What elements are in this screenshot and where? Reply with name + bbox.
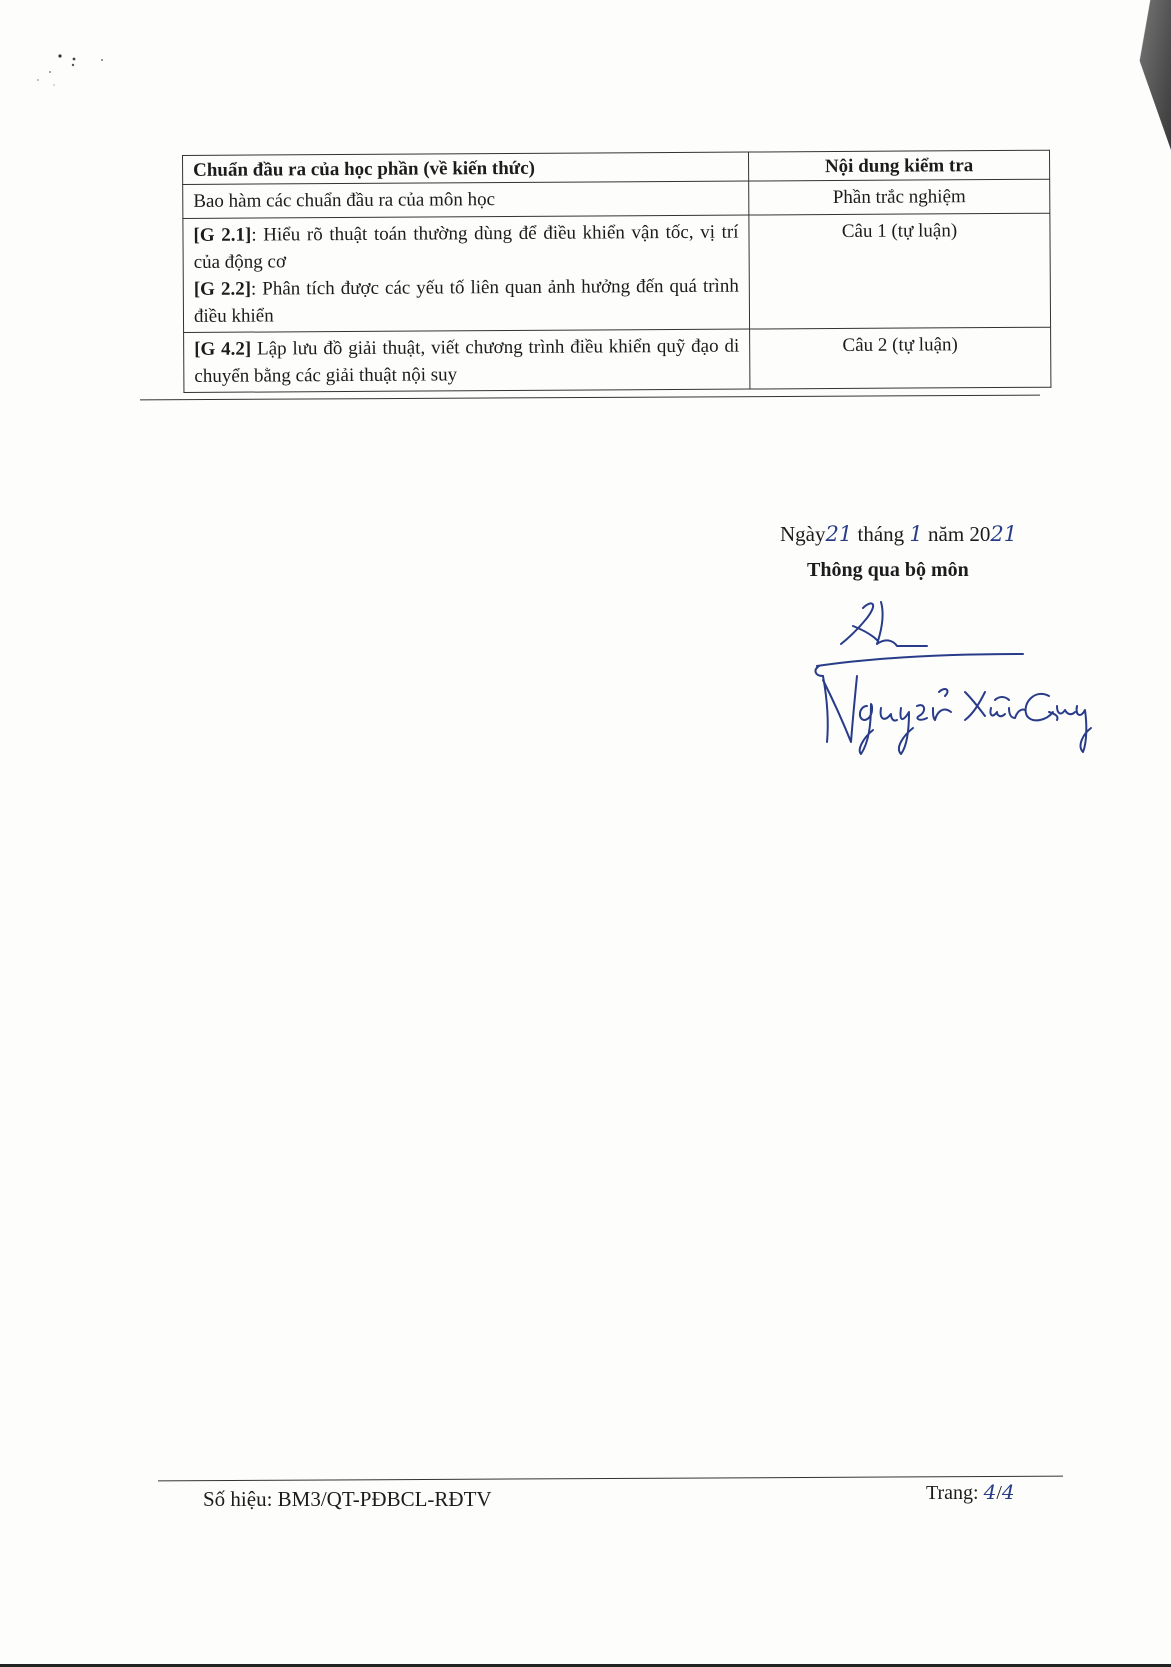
footer-doc-code: Số hiệu: BM3/QT-PĐBCL-RĐTV [203,1487,492,1511]
approval-label: Thông qua bộ môn [807,559,969,581]
footer-page: Trang: 4/4 [926,1480,1015,1504]
date-prefix: Ngày [780,522,826,546]
page-total: 4 [1001,1480,1015,1504]
outcome-tag: [G 2.1] [193,224,252,246]
outcome-cell [184,329,750,392]
content-cell: Câu 1 (tự luận) [749,213,1051,329]
outcome-text: Lập lưu đồ giải thuật, viết chương trình điều khiển quỹ đạo di chuyển bằng các giải thuật nội suy [194,335,740,387]
outcomes-table [182,150,1051,393]
table-row [183,179,1050,218]
outcome-text: : Phân tích được các yếu tố liên quan ảnh hưởng đến quá trình điều khiển [193,275,739,327]
page-current: 4 [983,1480,997,1504]
date-line [780,522,1017,547]
header-content: Nội dung kiểm tra [748,150,1049,181]
outcome-cell [183,215,750,332]
date-day: 21 [825,522,853,546]
scan-specks [30,50,120,100]
date-month: 1 [909,522,923,546]
header-outcome: Chuẩn đầu ra của học phần (về kiến thức) [183,152,749,184]
scan-corner-shadow [1111,0,1171,150]
outcome-tag: [G 4.2] [194,338,252,360]
outcome-cell: Bao hàm các chuẩn đầu ra của môn học [183,181,749,218]
table-underline [140,395,1040,401]
table-row [183,213,1051,332]
date-year-label: năm 20 [922,522,991,546]
date-year-suffix: 21 [990,522,1018,546]
table-header-row [183,150,1050,184]
handwritten-signature [805,596,1095,761]
page-label: Trang: [926,1482,984,1504]
date-month-label: tháng [852,522,910,546]
table-row [184,327,1051,392]
content-cell: Câu 2 (tự luận) [750,327,1051,389]
outcome-tag: [G 2.2] [193,278,252,300]
content-cell: Phần trắc nghiệm [749,179,1050,215]
outcome-text: : Hiểu rõ thuật toán thường dùng để điều khiển vận tốc, vị trí của động cơ [193,221,739,273]
